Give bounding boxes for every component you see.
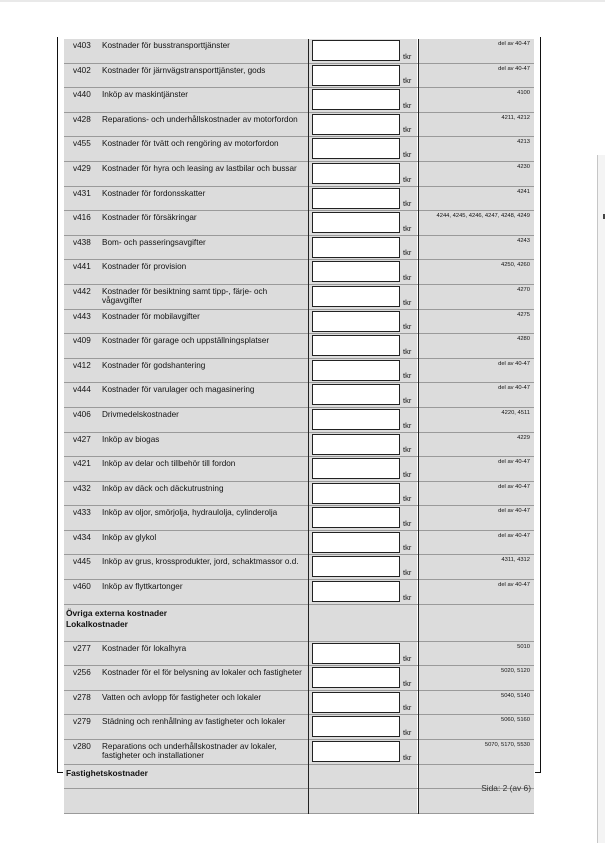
unit-label: tkr [403, 100, 412, 110]
table-row [64, 359, 534, 384]
account-cell [419, 113, 534, 137]
amount-input[interactable] [312, 716, 400, 737]
value-cell [309, 642, 417, 666]
account-reference: 4213 [517, 139, 530, 146]
account-reference: 4311, 4312 [501, 557, 530, 564]
table-row [64, 457, 534, 482]
description-cell [64, 383, 308, 407]
row-label: Inköp av grus, krossprodukter, jord, schaktmassor o.d. [102, 557, 299, 567]
table-row [64, 740, 534, 765]
account-cell [419, 334, 534, 358]
row-label: Kostnader för lokalhyra [102, 643, 187, 653]
value-cell [309, 715, 417, 739]
value-cell [309, 666, 417, 690]
account-reference: del av 40-47 [498, 459, 530, 466]
row-label: Reparations och underhållskostnader av lokaler, fastigheter och installationer [102, 742, 277, 761]
value-cell [309, 285, 417, 309]
value-cell [309, 482, 417, 506]
section-heading: Övriga externa kostnader [66, 607, 168, 618]
account-cell [419, 666, 534, 690]
row-code: v443 [73, 311, 91, 321]
right-bracket-bottom-tick [535, 772, 541, 773]
table-row [64, 666, 534, 691]
unit-label: tkr [403, 518, 412, 528]
account-reference: 5020, 5120 [500, 668, 530, 675]
unit-label: tkr [403, 272, 412, 282]
unit-label: tkr [403, 174, 412, 184]
description-cell [64, 531, 308, 555]
table-row [64, 531, 534, 556]
row-label: Inköp av maskintjänster [102, 90, 189, 100]
amount-input[interactable] [312, 434, 400, 455]
unit-label: tkr [403, 494, 412, 504]
amount-input[interactable] [312, 458, 400, 479]
table-row [64, 39, 534, 64]
row-code: v440 [73, 90, 91, 100]
value-cell [309, 691, 417, 715]
cost-form-table [64, 39, 534, 814]
account-cell [419, 88, 534, 112]
account-cell [419, 642, 534, 666]
account-cell [419, 580, 534, 604]
value-cell [309, 531, 417, 555]
amount-input[interactable] [312, 40, 400, 61]
account-cell [419, 605, 534, 641]
account-reference: 4280 [517, 336, 530, 343]
account-cell [419, 383, 534, 407]
table-row [64, 642, 534, 667]
value-cell [309, 236, 417, 260]
amount-input[interactable] [312, 532, 400, 553]
amount-input[interactable] [312, 335, 400, 356]
description-cell [64, 765, 308, 789]
row-code: v409 [73, 336, 91, 346]
row-code: v402 [73, 65, 91, 75]
top-edge [0, 0, 605, 2]
account-reference: 4250, 4260 [500, 262, 530, 269]
row-label: Kostnader för godshantering [102, 360, 206, 370]
description-cell [64, 211, 308, 235]
value-cell [309, 64, 417, 88]
row-label: Kostnader för varulager och magasinering [102, 385, 255, 395]
unit-label: tkr [403, 248, 412, 258]
unit-label: tkr [403, 371, 412, 381]
amount-input[interactable] [312, 212, 400, 233]
account-reference: del av 40-47 [498, 483, 530, 490]
account-reference: 4270 [517, 286, 530, 293]
page-number: Sida: 2 (av 6) [481, 783, 531, 793]
table-row [64, 482, 534, 507]
account-cell [419, 236, 534, 260]
value-cell [309, 334, 417, 358]
value-cell [309, 433, 417, 457]
row-label: Kostnader för järnvägstransporttjänster, gods [102, 65, 266, 75]
table-row [64, 789, 534, 814]
unit-label: tkr [403, 592, 412, 602]
table-row [64, 383, 534, 408]
description-cell [64, 359, 308, 383]
description-cell [64, 137, 308, 161]
unit-label: tkr [403, 125, 412, 135]
row-code: v444 [73, 385, 91, 395]
row-code: v442 [73, 286, 91, 296]
unit-label: tkr [403, 51, 412, 61]
amount-input[interactable] [312, 384, 400, 405]
account-cell [419, 39, 534, 63]
table-row [64, 580, 534, 605]
row-label: Inköp av delar och tillbehör till fordon [102, 459, 236, 469]
table-row [64, 211, 534, 236]
account-reference: del av 40-47 [498, 360, 530, 367]
account-cell [419, 715, 534, 739]
row-code: v403 [73, 41, 91, 50]
value-cell [309, 789, 417, 813]
account-reference: del av 40-47 [498, 41, 530, 47]
row-code: v429 [73, 163, 91, 173]
description-cell [64, 39, 308, 63]
account-cell [419, 285, 534, 309]
unit-label: tkr [403, 223, 412, 233]
description-cell [64, 457, 308, 481]
table-row [64, 236, 534, 261]
table-row [64, 765, 534, 790]
row-code: v428 [73, 114, 91, 124]
unit-label: tkr [403, 297, 412, 307]
account-cell [419, 137, 534, 161]
amount-input[interactable] [312, 89, 400, 110]
table-row [64, 715, 534, 740]
row-code: v278 [73, 692, 91, 702]
account-cell [419, 162, 534, 186]
description-cell [64, 88, 308, 112]
table-row [64, 408, 534, 433]
unit-label: tkr [403, 322, 412, 332]
right-bracket [540, 37, 541, 773]
unit-label: tkr [403, 199, 412, 209]
unit-label: tkr [403, 752, 412, 762]
account-reference: 5060, 5160 [500, 717, 530, 724]
row-code: v432 [73, 483, 91, 493]
value-cell [309, 555, 417, 579]
amount-input[interactable] [312, 261, 400, 282]
value-cell [309, 88, 417, 112]
row-code: v455 [73, 139, 91, 149]
account-cell [419, 260, 534, 284]
row-code: v277 [73, 643, 91, 653]
description-cell [64, 482, 308, 506]
row-label: Kostnader för el för belysning av lokaler och fastigheter [102, 668, 302, 678]
account-reference: 4241 [517, 188, 530, 195]
account-cell [419, 187, 534, 211]
row-label: Reparations- och underhållskostnader av motorfordon [102, 114, 298, 124]
description-cell [64, 715, 308, 739]
row-code: v438 [73, 237, 91, 247]
table-row [64, 310, 534, 335]
amount-input[interactable] [312, 360, 400, 381]
account-cell [419, 740, 534, 764]
row-code: v427 [73, 434, 91, 444]
table-row [64, 137, 534, 162]
row-code: v421 [73, 459, 91, 469]
unit-label: tkr [403, 678, 412, 688]
account-reference: 4243 [517, 237, 530, 244]
left-bracket-bottom-tick [57, 772, 63, 773]
table-row [64, 162, 534, 187]
description-cell [64, 691, 308, 715]
account-reference: 4275 [517, 311, 530, 318]
account-cell [419, 482, 534, 506]
value-cell [309, 260, 417, 284]
account-reference: del av 40-47 [498, 65, 530, 72]
value-cell [309, 113, 417, 137]
table-row [64, 433, 534, 458]
row-label: Kostnader för försäkringar [102, 213, 197, 223]
row-label: Kostnader för besiktning samt tipp-, färje- och vågavgifter [102, 286, 268, 306]
value-cell [309, 187, 417, 211]
row-label: Vatten och avlopp för fastigheter och lokaler [102, 692, 262, 702]
description-cell [64, 666, 308, 690]
value-cell [309, 408, 417, 432]
row-code: v460 [73, 582, 91, 592]
unit-label: tkr [403, 728, 412, 738]
row-code: v416 [73, 213, 91, 223]
description-cell [64, 187, 308, 211]
description-cell [64, 740, 308, 764]
description-cell [64, 789, 308, 813]
amount-input[interactable] [312, 507, 400, 528]
row-code: v280 [73, 742, 91, 752]
value-cell [309, 211, 417, 235]
row-label: Städning och renhållning av fastigheter och lokaler [102, 717, 286, 727]
account-reference: 4220, 4511 [501, 409, 530, 416]
account-cell [419, 433, 534, 457]
account-cell [419, 506, 534, 530]
account-reference: del av 40-47 [498, 582, 530, 589]
amount-input[interactable] [312, 692, 400, 713]
row-label: Bom- och passeringsavgifter [102, 237, 206, 247]
description-cell [64, 162, 308, 186]
table-row [64, 260, 534, 285]
account-cell [419, 555, 534, 579]
value-cell [309, 765, 417, 789]
row-label: Kostnader för mobilavgifter [102, 311, 200, 321]
unit-label: tkr [403, 445, 412, 455]
amount-input[interactable] [312, 741, 400, 762]
amount-input[interactable] [312, 483, 400, 504]
table-row [64, 506, 534, 531]
account-cell [419, 691, 534, 715]
column-divider-2 [418, 39, 419, 814]
value-cell [309, 310, 417, 334]
row-label: Inköp av biogas [102, 434, 160, 444]
account-cell [419, 531, 534, 555]
row-code: v431 [73, 188, 91, 198]
row-label: Inköp av oljor, smörjolja, hydraulolja, cylinderolja [102, 508, 278, 518]
account-reference: 4244, 4245, 4246, 4247, 4248, 4249 [436, 213, 530, 220]
description-cell [64, 605, 308, 641]
description-cell [64, 506, 308, 530]
description-cell [64, 260, 308, 284]
account-reference: 5070, 5170, 5530 [484, 742, 530, 749]
value-cell [309, 359, 417, 383]
amount-input[interactable] [312, 556, 400, 577]
row-label: Kostnader för provision [102, 262, 187, 272]
account-cell [419, 310, 534, 334]
column-divider-1 [308, 39, 309, 814]
row-label: Inköp av glykol [102, 532, 157, 542]
account-cell [419, 408, 534, 432]
row-label: Drivmedelskostnader [102, 409, 179, 419]
account-cell [419, 211, 534, 235]
amount-input[interactable] [312, 65, 400, 86]
amount-input[interactable] [312, 138, 400, 159]
description-cell [64, 555, 308, 579]
row-label: Kostnader för hyra och leasing av lastbilar och bussar [102, 163, 297, 173]
account-reference: 4229 [517, 434, 530, 441]
row-code: v279 [73, 717, 91, 727]
table-row [64, 64, 534, 89]
unit-label: tkr [403, 420, 412, 430]
account-reference: 4211, 4212 [501, 114, 530, 121]
amount-input[interactable] [312, 237, 400, 258]
row-code: v434 [73, 532, 91, 542]
value-cell [309, 506, 417, 530]
description-cell [64, 334, 308, 358]
row-label: Kostnader för busstransporttjänster [102, 41, 230, 50]
description-cell [64, 642, 308, 666]
table-row [64, 605, 534, 642]
account-reference: 4100 [517, 90, 530, 97]
unit-label: tkr [403, 346, 412, 356]
account-reference: del av 40-47 [498, 385, 530, 392]
amount-input[interactable] [312, 409, 400, 430]
row-label: Inköp av däck och däckutrustning [102, 483, 224, 493]
account-cell [419, 457, 534, 481]
table-row [64, 334, 534, 359]
amount-input[interactable] [312, 667, 400, 688]
value-cell [309, 457, 417, 481]
table-row [64, 113, 534, 138]
row-label: Inköp av flyttkartonger [102, 582, 183, 592]
table-row [64, 691, 534, 716]
description-cell [64, 408, 308, 432]
description-cell [64, 310, 308, 334]
table-row [64, 187, 534, 212]
amount-input[interactable] [312, 188, 400, 209]
account-reference: 5010 [517, 643, 530, 650]
value-cell [309, 605, 417, 641]
unit-label: tkr [403, 149, 412, 159]
amount-input[interactable] [312, 114, 400, 135]
row-code: v433 [73, 508, 91, 518]
description-cell [64, 113, 308, 137]
account-cell [419, 64, 534, 88]
amount-input[interactable] [312, 163, 400, 184]
value-cell [309, 162, 417, 186]
unit-label: tkr [403, 469, 412, 479]
description-cell [64, 580, 308, 604]
table-row [64, 285, 534, 310]
row-code: v445 [73, 557, 91, 567]
description-cell [64, 64, 308, 88]
amount-input[interactable] [312, 581, 400, 602]
unit-label: tkr [403, 395, 412, 405]
unit-label: tkr [403, 76, 412, 86]
row-code: v256 [73, 668, 91, 678]
account-reference: del av 40-47 [498, 508, 530, 515]
row-label: Kostnader för garage och uppställningsplatser [102, 336, 270, 346]
description-cell [64, 285, 308, 309]
account-cell [419, 359, 534, 383]
unit-label: tkr [403, 703, 412, 713]
left-bracket [57, 37, 58, 773]
value-cell [309, 137, 417, 161]
amount-input[interactable] [312, 286, 400, 307]
value-cell [309, 383, 417, 407]
row-code: v406 [73, 409, 91, 419]
account-reference: 5040, 5140 [500, 692, 530, 699]
account-reference: 4230 [517, 163, 530, 170]
row-label: Kostnader för fordonsskatter [102, 188, 206, 198]
value-cell [309, 580, 417, 604]
table-row [64, 555, 534, 580]
unit-label: tkr [403, 654, 412, 664]
description-cell [64, 236, 308, 260]
table-row [64, 88, 534, 113]
value-cell [309, 39, 417, 63]
row-label: Kostnader för tvätt och rengöring av motorfordon [102, 139, 279, 149]
section-heading: Fastighetskostnader [66, 767, 148, 778]
account-reference: del av 40-47 [498, 532, 530, 539]
unit-label: tkr [403, 543, 412, 553]
row-code: v412 [73, 360, 91, 370]
amount-input[interactable] [312, 311, 400, 332]
unit-label: tkr [403, 568, 412, 578]
row-code: v441 [73, 262, 91, 272]
subsection-heading: Lokalkostnader [66, 618, 128, 629]
scrollbar[interactable] [597, 155, 605, 843]
value-cell [309, 740, 417, 764]
amount-input[interactable] [312, 643, 400, 664]
description-cell [64, 433, 308, 457]
